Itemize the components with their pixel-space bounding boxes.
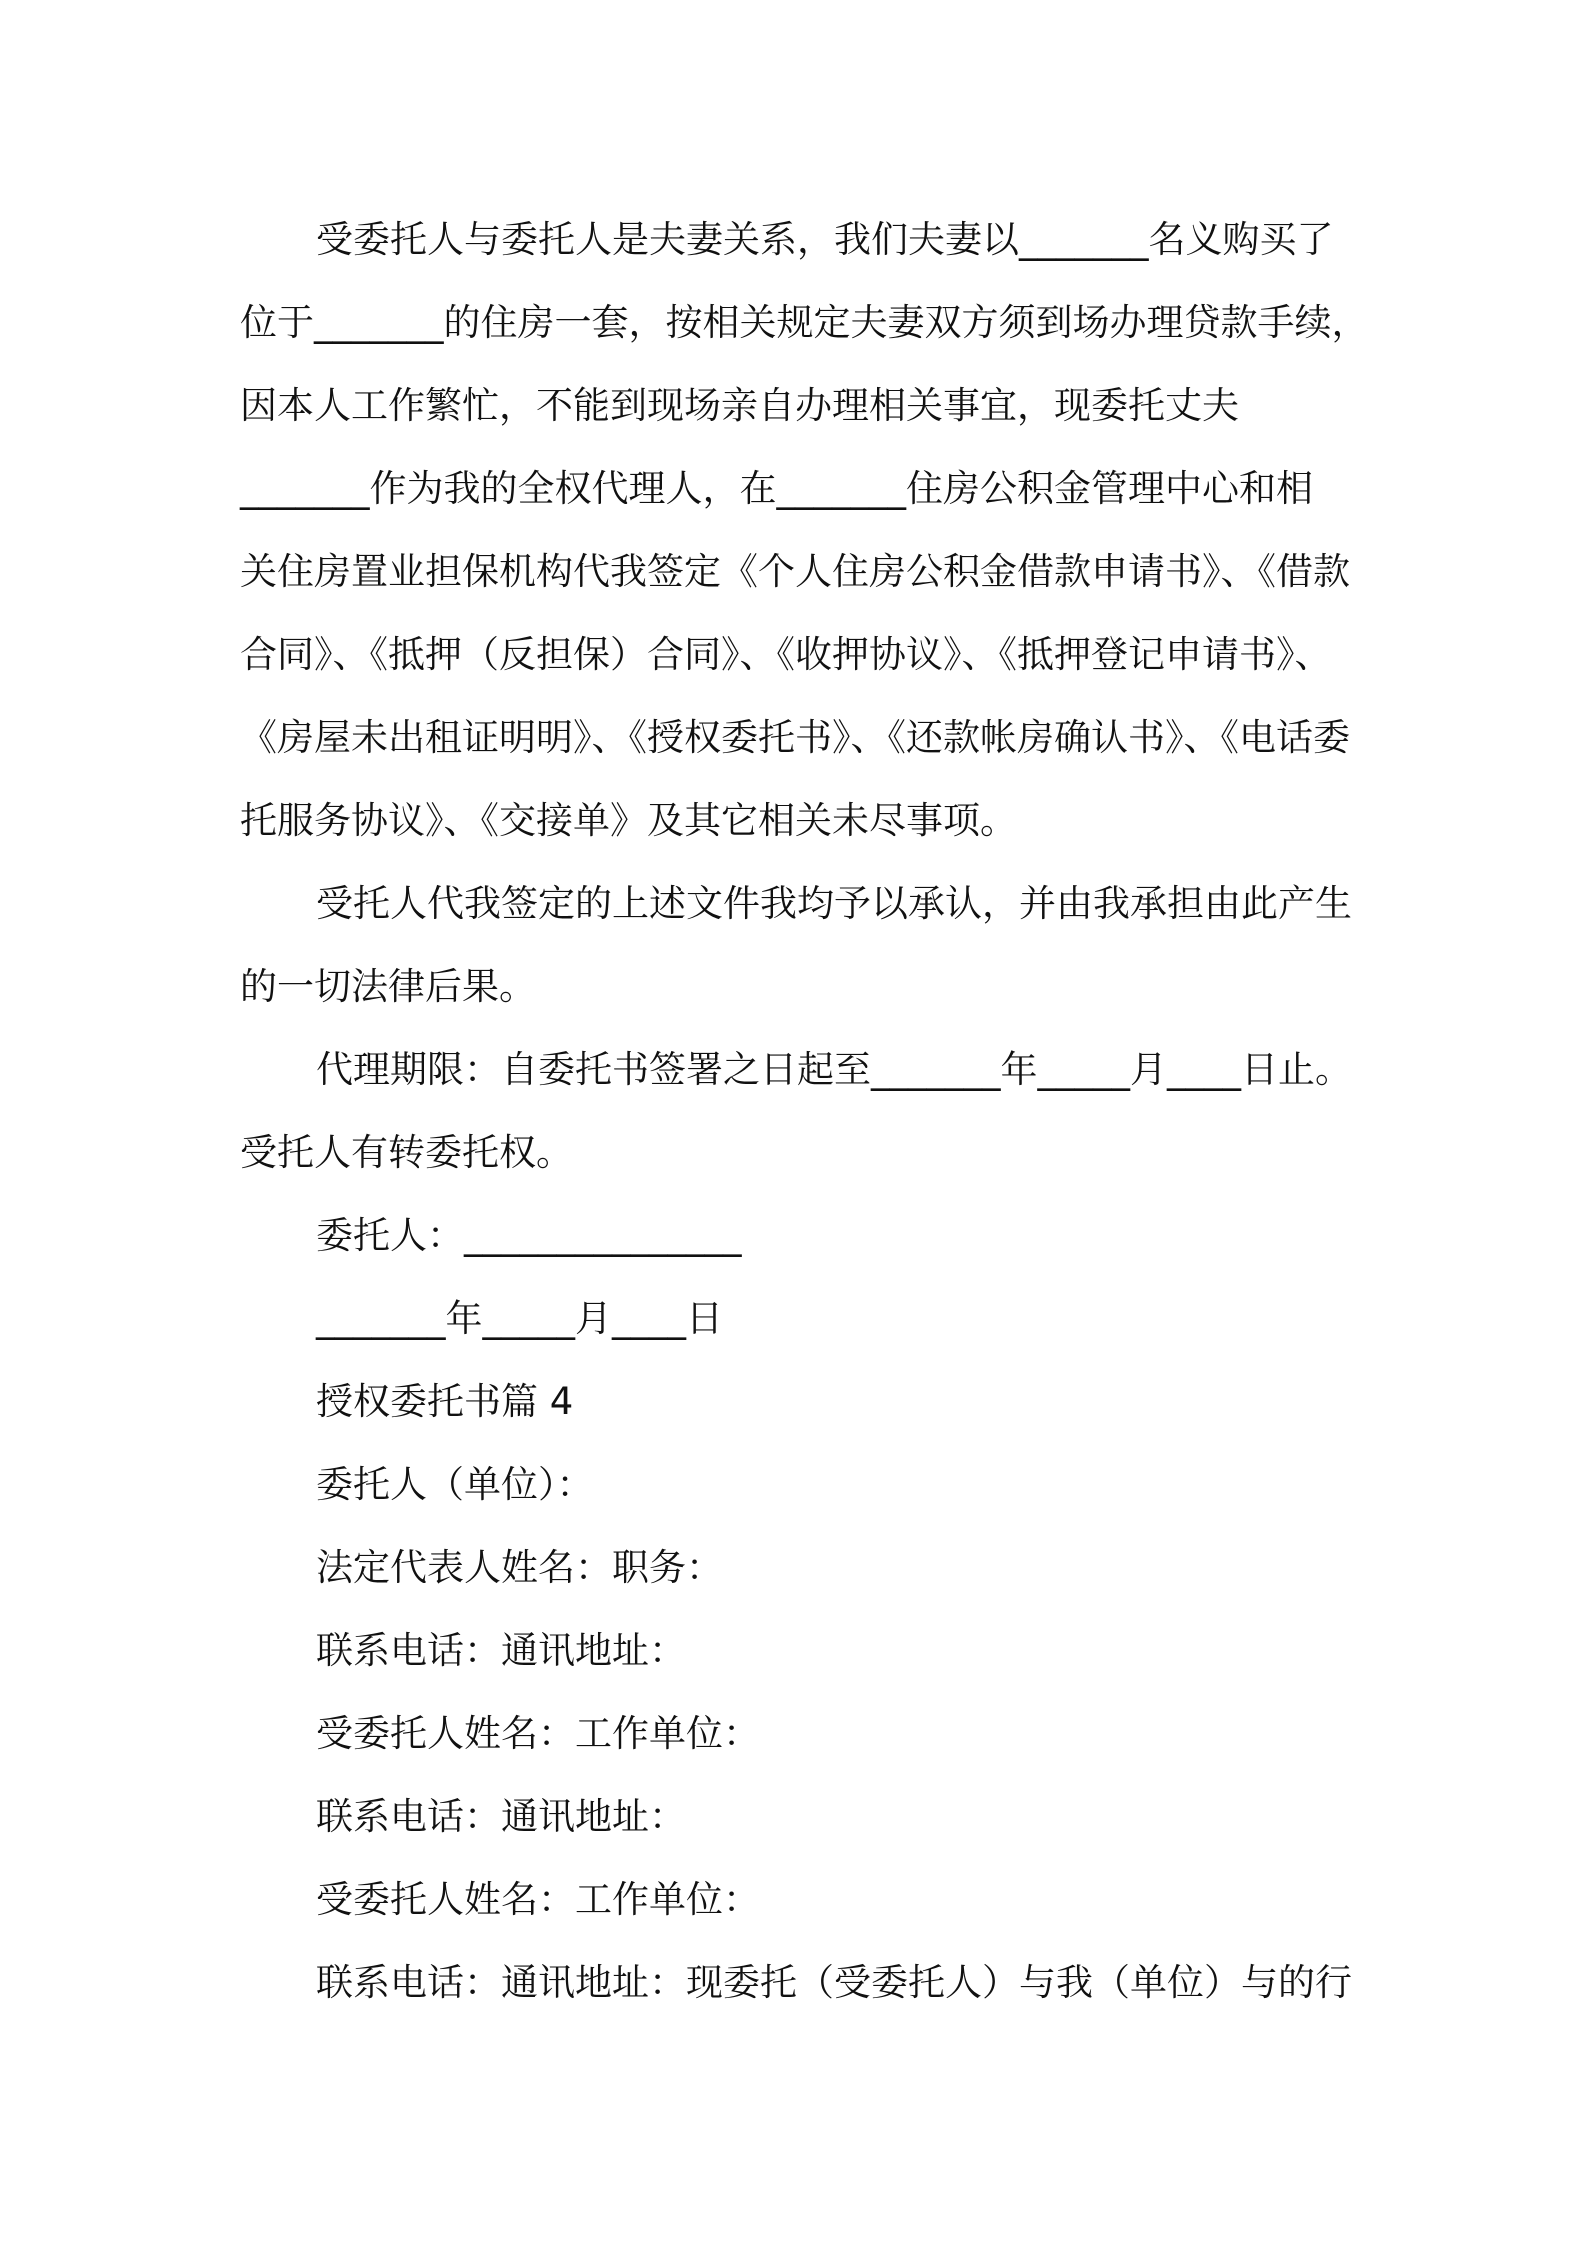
form-field-line: 受委托人姓名：工作单位： — [316, 1878, 760, 1921]
paragraph-line: 受委托人与委托人是夫妻关系，我们夫妻以_______名义购买了 — [316, 218, 1334, 261]
paragraph-line: _______作为我的全权代理人，在_______住房公积金管理中心和相 — [240, 467, 1313, 510]
form-field-line: 联系电话：通讯地址： — [316, 1629, 686, 1672]
document-body — [240, 198, 1369, 2024]
signature-line: 委托人：_______________ — [316, 1214, 742, 1257]
paragraph-line: 位于_______的住房一套，按相关规定夫妻双方须到场办理贷款手续， — [240, 301, 1369, 344]
form-field-line: 委托人（单位）： — [316, 1463, 594, 1506]
form-field-line: 联系电话：通讯地址：现委托（受委托人）与我（单位）与的行 — [316, 1961, 1352, 2004]
paragraph-line: 关住房置业担保机构代我签定《个人住房公积金借款申请书》、《借款 — [240, 550, 1350, 593]
paragraph-line: 托服务协议》、《交接单》及其它相关未尽事项。 — [240, 799, 1017, 842]
paragraph-line: 《房屋未出租证明明》、《授权委托书》、《还款帐房确认书》、《电话委 — [240, 716, 1350, 759]
paragraph-line: 因本人工作繁忙，不能到现场亲自办理相关事宜，现委托丈夫 — [240, 384, 1239, 427]
paragraph-line: 受托人有转委托权。 — [240, 1131, 573, 1174]
date-line: _______年_____月____日 — [316, 1297, 723, 1340]
paragraph-line: 合同》、《抵押（反担保）合同》、《收押协议》、《抵押登记申请书》、 — [240, 633, 1332, 676]
paragraph-line: 受托人代我签定的上述文件我均予以承认，并由我承担由此产生 — [316, 882, 1352, 925]
form-field-line: 受委托人姓名：工作单位： — [316, 1712, 760, 1755]
section-heading: 授权委托书篇 4 — [316, 1380, 574, 1423]
term-line: 代理期限：自委托书签署之日起至_______年_____月____日止。 — [316, 1048, 1352, 1091]
paragraph-line: 的一切法律后果。 — [240, 965, 536, 1008]
form-field-line: 法定代表人姓名：职务： — [316, 1546, 723, 1589]
form-field-line: 联系电话：通讯地址： — [316, 1795, 686, 1838]
